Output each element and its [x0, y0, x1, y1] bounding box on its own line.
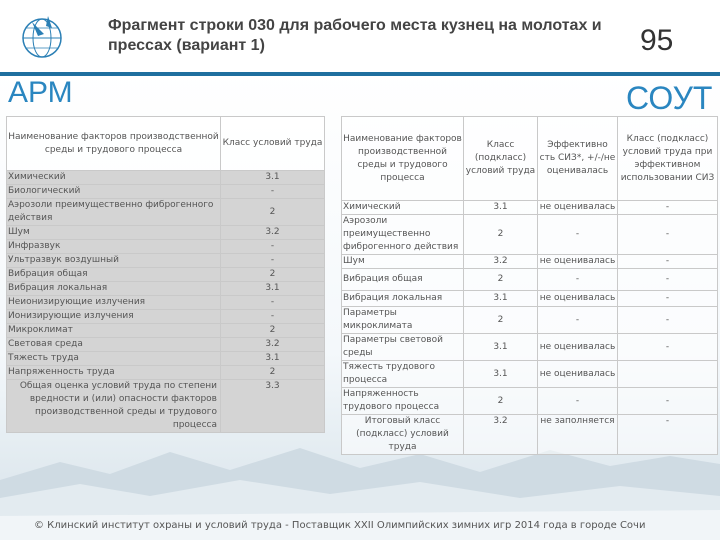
- table-cell: не заполняется: [538, 415, 618, 455]
- table-cell: -: [618, 415, 718, 455]
- table-cell: Напряженность трудового процесса: [342, 388, 464, 415]
- table-cell: Тяжесть труда: [7, 352, 221, 366]
- table-cell: -: [538, 215, 618, 255]
- table-cell: Параметры микроклимата: [342, 307, 464, 334]
- table-cell: не оценивалась: [538, 255, 618, 269]
- table-cell: 3.1: [221, 171, 325, 185]
- table-cell: Шум: [342, 255, 464, 269]
- table-cell: Вибрация локальная: [342, 291, 464, 307]
- sout-label: СОУТ: [626, 80, 713, 116]
- sout-header-efficiency: Эффективно сть СИЗ*, +/-/не оценивалась: [538, 117, 618, 201]
- table-cell: Вибрация общая: [7, 268, 221, 282]
- table-cell: 2: [221, 268, 325, 282]
- table-cell: 2: [221, 324, 325, 338]
- table-cell: Микроклимат: [7, 324, 221, 338]
- table-cell: 3.1: [464, 291, 538, 307]
- table-cell: Ионизирующие излучения: [7, 310, 221, 324]
- footer-copyright: © Клинский институт охраны и условий труда - Поставщик XXII Олимпийских зимних игр 2014 года в городе Сочи: [34, 520, 646, 531]
- table-cell: -: [618, 201, 718, 215]
- table-cell: -: [221, 240, 325, 254]
- table-cell: -: [618, 334, 718, 361]
- table-cell: -: [618, 307, 718, 334]
- table-cell: 2: [464, 388, 538, 415]
- table-cell: -: [221, 296, 325, 310]
- table-cell: Шум: [7, 226, 221, 240]
- page-number: 95: [640, 24, 674, 57]
- table-cell: Вибрация локальная: [7, 282, 221, 296]
- table-cell: Аэрозоли преимущественно фиброгенного действия: [342, 215, 464, 255]
- table-cell: 3.1: [221, 352, 325, 366]
- table-cell: не оценивалась: [538, 291, 618, 307]
- table-cell: -: [618, 269, 718, 291]
- table-cell: 3.2: [464, 255, 538, 269]
- table-cell: -: [221, 310, 325, 324]
- table-cell: 3.1: [464, 361, 538, 388]
- table-cell: Ультразвук воздушный: [7, 254, 221, 268]
- table-cell: 3.2: [221, 338, 325, 352]
- sout-header-factor: Наименование факторов производственной среды и трудового процесса: [342, 117, 464, 201]
- table-cell: Химический: [342, 201, 464, 215]
- table-cell: -: [618, 291, 718, 307]
- table-cell: 3.3: [221, 380, 325, 433]
- table-cell: 2: [464, 215, 538, 255]
- table-cell: Неионизирующие излучения: [7, 296, 221, 310]
- table-cell: -: [618, 255, 718, 269]
- table-cell: -: [538, 388, 618, 415]
- header-divider: [0, 72, 720, 76]
- table-cell: -: [221, 254, 325, 268]
- table-cell: -: [221, 185, 325, 199]
- table-cell: 2: [221, 199, 325, 226]
- table-cell: Биологический: [7, 185, 221, 199]
- table-cell: Инфразвук: [7, 240, 221, 254]
- header: [0, 0, 720, 72]
- table-cell: Вибрация общая: [342, 269, 464, 291]
- table-cell: -: [618, 215, 718, 255]
- table-cell: Тяжесть трудового процесса: [342, 361, 464, 388]
- table-cell: Итоговый класс (подкласс) условий труда: [342, 415, 464, 455]
- arm-header-factor: Наименование факторов производственной среды и трудового процесса: [7, 117, 221, 171]
- table-cell: Параметры световой среды: [342, 334, 464, 361]
- globe-logo-icon: [18, 14, 66, 62]
- table-cell: -: [538, 269, 618, 291]
- arm-table: [6, 116, 325, 433]
- table-cell: -: [538, 307, 618, 334]
- table-cell: не оценивалась: [538, 201, 618, 215]
- table-cell: 3.1: [221, 282, 325, 296]
- table-cell: 2: [464, 307, 538, 334]
- page-title: Фрагмент строки 030 для рабочего места кузнец на молотах и прессах (вариант 1): [108, 17, 602, 54]
- arm-label: АРМ: [8, 76, 73, 109]
- sout-table: [341, 116, 718, 455]
- table-cell: Напряженность труда: [7, 366, 221, 380]
- table-cell: 3.2: [464, 415, 538, 455]
- table-cell: Аэрозоли преимущественно фиброгенного действия: [7, 199, 221, 226]
- table-cell: Химический: [7, 171, 221, 185]
- table-cell: [618, 361, 718, 388]
- sout-header-class: Класс (подкласс) условий труда: [464, 117, 538, 201]
- table-cell: 3.1: [464, 201, 538, 215]
- table-cell: 3.1: [464, 334, 538, 361]
- table-cell: не оценивалась: [538, 334, 618, 361]
- arm-header-class: Класс условий труда: [221, 117, 325, 171]
- table-cell: не оценивалась: [538, 361, 618, 388]
- table-cell: Общая оценка условий труда по степени вредности и (или) опасности факторов производственной среды и трудового процесса: [7, 380, 221, 433]
- table-cell: 2: [464, 269, 538, 291]
- table-cell: 2: [221, 366, 325, 380]
- table-cell: -: [618, 388, 718, 415]
- table-cell: 3.2: [221, 226, 325, 240]
- sout-header-class-with-siz: Класс (подкласс) условий труда при эффективном использовании СИЗ: [618, 117, 718, 201]
- table-cell: Световая среда: [7, 338, 221, 352]
